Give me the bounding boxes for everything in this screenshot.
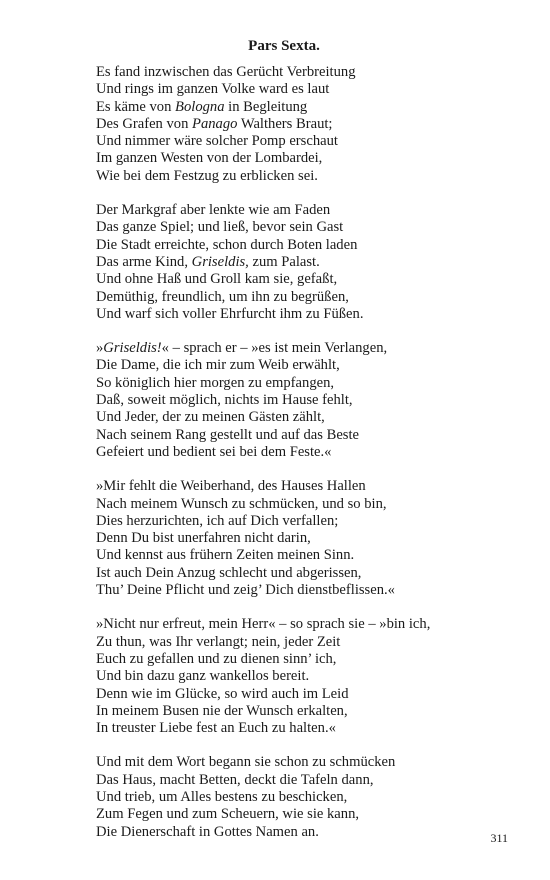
verse-line — [96, 582, 526, 599]
verse-line — [96, 81, 526, 98]
verse-text: Und nimmer wäre solcher Pomp erschaut — [96, 133, 338, 150]
stanza — [96, 202, 526, 323]
verse-line — [96, 754, 526, 771]
stanza — [96, 478, 526, 599]
verse-text: Und mit dem Wort begann sie schon zu schmücken — [96, 754, 396, 771]
italic-name: Bologna — [175, 98, 225, 115]
verse-text: Dies herzurichten, ich auf Dich verfallen; — [96, 512, 339, 529]
verse-text: Denn wie im Glücke, so wird auch im Leid — [96, 685, 349, 702]
verse-text: »Mir fehlt die Weiberhand, des Hauses Hallen — [96, 478, 366, 495]
verse-text: Zum Fegen und zum Scheuern, wie sie kann, — [96, 806, 360, 823]
verse-line — [96, 340, 526, 357]
verse-text: Und bin dazu ganz wankellos bereit. — [96, 668, 310, 685]
verse-line — [96, 806, 526, 823]
verse-text: Das arme Kind, — [96, 253, 192, 270]
verse-line — [96, 409, 526, 426]
verse-text: Denn Du bist unerfahren nicht darin, — [96, 530, 311, 547]
verse-line — [96, 271, 526, 288]
verse-line — [96, 478, 526, 495]
verse-text: Die Stadt erreichte, schon durch Boten laden — [96, 236, 358, 253]
verse-text: Ist auch Dein Anzug schlecht und abgerissen, — [96, 564, 362, 581]
verse-line — [96, 357, 526, 374]
verse-line — [96, 824, 526, 841]
italic-name: Griseldis, — [191, 253, 249, 270]
verse-line — [96, 651, 526, 668]
verse-line — [96, 168, 526, 185]
verse-text: Und trieb, um Alles bestens zu beschicken, — [96, 788, 348, 805]
verse-text: Zu thun, was Ihr verlangt; nein, jeder Zeit — [96, 633, 341, 650]
verse-line — [96, 513, 526, 530]
verse-text: Und ohne Haß und Groll kam sie, gefaßt, — [96, 271, 338, 288]
verse-text: Der Markgraf aber lenkte wie am Faden — [96, 202, 331, 219]
verse-text: Die Dame, die ich mir zum Weib erwählt, — [96, 357, 340, 374]
stanza — [96, 754, 526, 840]
verse-line — [96, 306, 526, 323]
section-heading: Pars Sexta. — [248, 38, 320, 54]
verse-text: zum Palast. — [248, 253, 320, 270]
verse-text: Es fand inzwischen das Gerücht Verbreitung — [96, 64, 356, 80]
verse-text: Gefeiert und bedient sei bei dem Feste.« — [96, 443, 332, 460]
verse-text: Im ganzen Westen von der Lombardei, — [96, 150, 323, 167]
verse-line — [96, 668, 526, 685]
verse-text: Und rings im ganzen Volke ward es laut — [96, 81, 330, 98]
verse-text: So königlich hier morgen zu empfangen, — [96, 374, 335, 391]
verse-line — [96, 150, 526, 167]
stanza — [96, 340, 526, 461]
verse-text: »Nicht nur erfreut, mein Herr« – so sprach sie – »bin ich, — [96, 616, 431, 633]
verse-line — [96, 99, 526, 116]
verse-line — [96, 375, 526, 392]
verse-text: Nach meinem Wunsch zu schmücken, und so bin, — [96, 495, 387, 512]
verse-line — [96, 616, 526, 633]
verse-line — [96, 547, 526, 564]
verse-text: Wie bei dem Festzug zu erblicken sei. — [96, 167, 318, 184]
verse-line — [96, 444, 526, 461]
verse-text: Die Dienerschaft in Gottes Namen an. — [96, 823, 319, 840]
verse-line — [96, 772, 526, 789]
verse-text: « – sprach er – »es ist mein Verlangen, — [161, 340, 388, 357]
verse-text: Das ganze Spiel; und ließ, bevor sein Gast — [96, 219, 344, 236]
verse-line — [96, 530, 526, 547]
verse-line — [96, 392, 526, 409]
verse-text: Walthers Braut; — [237, 115, 333, 132]
verse-text: Und Jeder, der zu meinen Gästen zählt, — [96, 409, 325, 426]
verse-text: Demüthig, freundlich, um ihn zu begrüßen, — [96, 288, 349, 305]
verse-line — [96, 703, 526, 720]
verse-line — [96, 289, 526, 306]
verse-text: In meinem Busen nie der Wunsch erkalten, — [96, 702, 348, 719]
stanza — [96, 616, 526, 737]
verse-text: » — [96, 340, 104, 357]
verse-line — [96, 237, 526, 254]
poem-body — [96, 64, 526, 858]
verse-text: Und warf sich voller Ehrfurcht ihm zu Füßen. — [96, 305, 364, 322]
verse-line — [96, 720, 526, 737]
verse-line — [96, 427, 526, 444]
verse-line — [96, 219, 526, 236]
verse-text: Thu’ Deine Pflicht und zeig’ Dich dienstbeflissen.« — [96, 582, 395, 599]
verse-line — [96, 254, 526, 271]
page-number: 311 — [490, 831, 508, 845]
verse-line — [96, 64, 526, 81]
verse-line — [96, 116, 526, 133]
verse-text: Nach seinem Rang gestellt und auf das Beste — [96, 426, 360, 443]
verse-text: In treuster Liebe fest an Euch zu halten.« — [96, 720, 336, 737]
verse-text: Und kennst aus frühern Zeiten meinen Sinn. — [96, 547, 355, 564]
italic-name: Griseldis! — [103, 340, 162, 357]
stanza — [96, 64, 526, 185]
verse-line — [96, 565, 526, 582]
verse-line — [96, 634, 526, 651]
verse-line — [96, 686, 526, 703]
verse-text: Es käme von — [96, 98, 176, 115]
italic-name: Panago — [192, 115, 238, 132]
verse-text: Das Haus, macht Betten, deckt die Tafeln dann, — [96, 771, 374, 788]
verse-text: Daß, soweit möglich, nichts im Hause fehlt, — [96, 392, 353, 409]
verse-text: Des Grafen von — [96, 115, 193, 132]
verse-line — [96, 789, 526, 806]
verse-text: in Begleitung — [224, 98, 308, 115]
verse-line — [96, 202, 526, 219]
verse-line — [96, 133, 526, 150]
verse-line — [96, 496, 526, 513]
verse-text: Euch zu gefallen und zu dienen sinn’ ich, — [96, 650, 337, 667]
